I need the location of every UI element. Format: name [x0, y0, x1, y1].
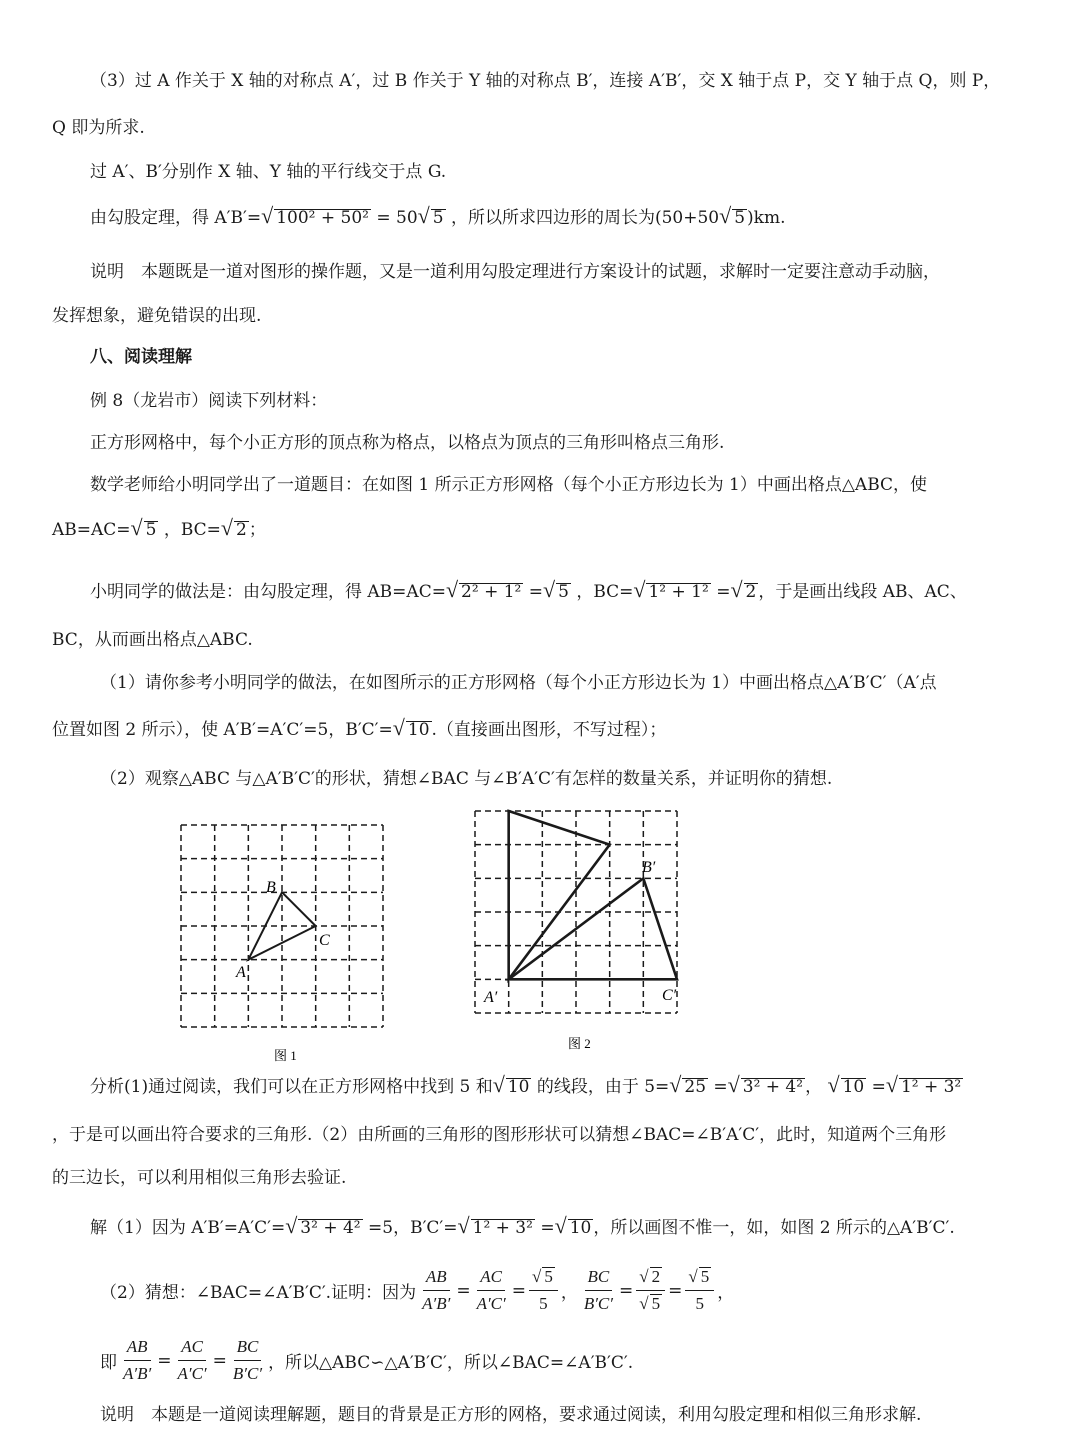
figure-1 — [176, 820, 396, 1070]
triangle-2 — [509, 878, 677, 979]
note1-line1: 说明 本题既是一道对图形的操作题，又是一道利用勾股定理进行方案设计的试题，求解时一定要注意动手动脑， — [90, 262, 940, 282]
label-b-prime: B′ — [642, 859, 656, 876]
analysis-line1: 分析(1)通过阅读，我们可以在正方形网格中找到 5 和√ 10 的线段，由于 5=√ 25 =√ 3² + 4² ， √ 10 =√ 1² + 3² — [90, 1072, 962, 1097]
part3-line2: Q 即为所求. — [52, 118, 145, 138]
frac-ac: $\frac{AC}{A'C'}$ — [474, 1264, 509, 1317]
label-c-prime: C′ — [662, 987, 677, 1004]
part3-line1: （3）过 A 作关于 X 轴的对称点 A′，过 B 作关于 Y 轴的对称点 B′，连接 A′B′，交 X 轴于点 P，交 Y 轴于点 Q，则 P， — [90, 71, 1001, 91]
frac-root5-over-5b: $\frac{√ 5}{5}$ — [685, 1264, 714, 1317]
section-heading: 八、阅读理解 — [90, 347, 192, 367]
note1-line2: 发挥想象，避免错误的出现. — [52, 306, 262, 326]
frac-root2-over-root5: $\frac{√ 2}{√ 5}$ — [636, 1264, 665, 1317]
frac-ab-2: $\frac{AB}{A'B'}$ — [120, 1334, 154, 1387]
fig1-grid — [181, 825, 383, 1027]
triangle-1 — [509, 811, 610, 979]
question1-line1: （1）请你参考小明同学的做法，在如图所示的正方形网格（每个小正方形边长为 1）中画出格点△A′B′C′（A′点 — [100, 673, 937, 693]
example-line3: AB=AC=√ 5 ，BC=√ 2 ； — [52, 515, 266, 540]
label-c: C — [319, 932, 330, 949]
frac-bc: $\frac{BC}{B'C'}$ — [581, 1264, 616, 1317]
example-line1: 正方形网格中，每个小正方形的顶点称为格点，以格点为顶点的三角形叫格点三角形. — [90, 433, 725, 453]
fig2-grid — [475, 811, 677, 1013]
example-title: 例 8（龙岩市）阅读下列材料： — [90, 391, 328, 411]
question2: （2）观察△ABC 与△A′B′C′的形状，猜想∠BAC 与∠B′A′C′有怎样的数量关系，并证明你的猜想. — [100, 769, 833, 789]
analysis-line3: 的三边长，可以利用相似三角形去验证. — [52, 1168, 347, 1188]
solution-line1: 解（1）因为 A′B′=A′C′=√ 3² + 4² =5，B′C′=√ 1² + 3² =√ 10 ，所以画图不惟一，如，如图 2 所示的△A′B′C′. — [90, 1213, 955, 1238]
label-a: A — [236, 964, 246, 981]
frac-bc-2: $\frac{BC}{B'C'}$ — [230, 1334, 265, 1387]
therefore-line: 即 $\frac{AB}{A'B'}$ = $\frac{AC}{A'C'}$ = $\frac{BC}{B'C'}$ ，所以△ABC∽△A′B′C′，所以∠BAC=∠A′B′C′. — [100, 1334, 1080, 1387]
label-b: B — [266, 879, 276, 896]
solution-line2: （2）猜想：∠BAC=∠A′B′C′.证明：因为 $\frac{AB}{A'B'}$ = $\frac{AC}{A'C'}$ = $\frac{√ 5}{5}$ ， $\frac{BC}{B'C'}$ = $\frac{√ 2}{√ 5}$ = $\frac{√ 5}{5}$ ， — [100, 1264, 1080, 1317]
part3-line3: 过 A′、B′分别作 X 轴、Y 轴的平行线交于点 G. — [90, 162, 447, 182]
frac-ac-2: $\frac{AC}{A'C'}$ — [174, 1334, 209, 1387]
frac-ab: $\frac{AB}{A'B'}$ — [419, 1264, 453, 1317]
analysis-line2: ，于是可以画出符合要求的三角形.（2）由所画的三角形的图形形状可以猜想∠BAC=∠B′A′C′，此时，知道两个三角形 — [52, 1125, 947, 1145]
fig2-caption: 图 2 — [568, 1036, 591, 1051]
part3-line4: 由勾股定理，得 A′B′=√ 100² + 50² = 50√ 5 ，所以所求四边形的周长为(50+50√ 5 )km. — [90, 203, 786, 228]
fig1-caption: 图 1 — [274, 1048, 297, 1063]
note2: 说明 本题是一道阅读理解题，题目的背景是正方形的网格，要求通过阅读，利用勾股定理和相似三角形求解. — [100, 1405, 922, 1425]
method-line2: BC，从而画出格点△ABC. — [52, 630, 253, 650]
method-line1: 小明同学的做法是：由勾股定理，得 AB=AC=√ 2² + 1² =√ 5 ，BC=√ 1² + 1² =√ 2 ，于是画出线段 AB、AC、 — [90, 577, 967, 602]
frac-root5-over-5: $\frac{√ 5}{5}$ — [529, 1264, 558, 1317]
figure-2 — [470, 806, 700, 1056]
label-a-prime: A′ — [484, 989, 498, 1006]
example-line2: 数学老师给小明同学出了一道题目：在如图 1 所示正方形网格（每个小正方形边长为 1）中画出格点△ABC，使 — [90, 475, 928, 495]
question1-line2: 位置如图 2 所示），使 A′B′=A′C′=5，B′C′=√ 10 .（直接画出图形，不写过程）； — [52, 715, 667, 740]
